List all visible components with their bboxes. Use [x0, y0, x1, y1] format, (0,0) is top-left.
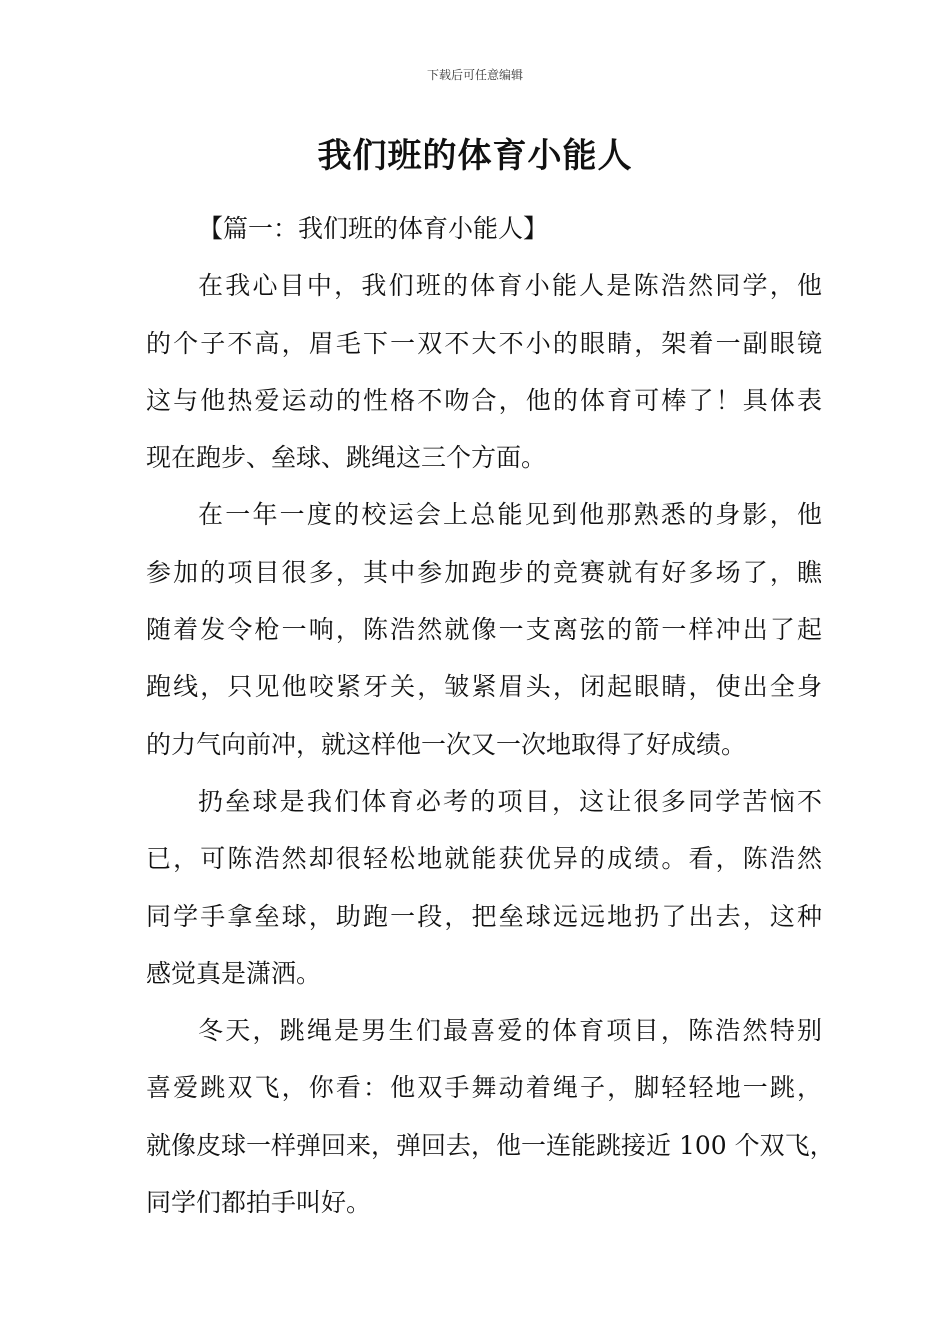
paragraph-1-line-4: 现在跑步、垒球、跳绳这三个方面。 [146, 443, 547, 473]
header-note: 下载后可任意编辑 [426, 68, 523, 82]
paragraph-1-line-1: 在我心目中，我们班的体育小能人是陈浩然同学，他 [198, 271, 822, 301]
paragraph-2-line-1: 在一年一度的校运会上总能见到他那熟悉的身影，他 [198, 500, 822, 530]
paragraph-1-line-3: 这与他热爱运动的性格不吻合，他的体育可棒了！具体表 [146, 385, 822, 415]
paragraph-3-line-1: 扔垒球是我们体育必考的项目，这让很多同学苦恼不 [198, 786, 822, 816]
paragraph-4-line-2: 喜爱跳双飞，你看：他双手舞动着绳子，脚轻轻地一跳， [146, 1073, 822, 1103]
paragraph-3-line-2: 已，可陈浩然却很轻松地就能获优异的成绩。看，陈浩然 [146, 844, 822, 874]
paragraph-4-line-1: 冬天，跳绳是男生们最喜爱的体育项目，陈浩然特别 [198, 1016, 822, 1046]
paragraph-1-line-2: 的个子不高，眉毛下一双不大不小的眼睛，架着一副眼镜 [146, 328, 822, 358]
document-title: 我们班的体育小能人 [317, 136, 633, 176]
section-heading: 【篇一：我们班的体育小能人】 [198, 214, 549, 243]
paragraph-3-line-3: 同学手拿垒球，助跑一段，把垒球远远地扔了出去，这种 [146, 901, 822, 931]
paragraph-2-line-2: 参加的项目很多，其中参加跑步的竞赛就有好多场了，瞧 [146, 557, 822, 587]
paragraph-2-line-3: 随着发令枪一响，陈浩然就像一支离弦的箭一样冲出了起 [146, 615, 822, 645]
paragraph-2-line-4: 跑线，只见他咬紧牙关，皱紧眉头，闭起眼睛，使出全身 [146, 672, 822, 702]
document-body [146, 200, 835, 1231]
paragraph-2-line-5: 的力气向前冲，就这样他一次又一次地取得了好成绩。 [146, 729, 747, 759]
paragraph-4-line-4: 同学们都拍手叫好。 [146, 1188, 372, 1218]
paragraph-4-line-3: 就像皮球一样弹回来，弹回去，他一连能跳接近 100 个双飞， [146, 1130, 835, 1160]
paragraph-3-line-4: 感觉真是潇洒。 [146, 958, 322, 988]
